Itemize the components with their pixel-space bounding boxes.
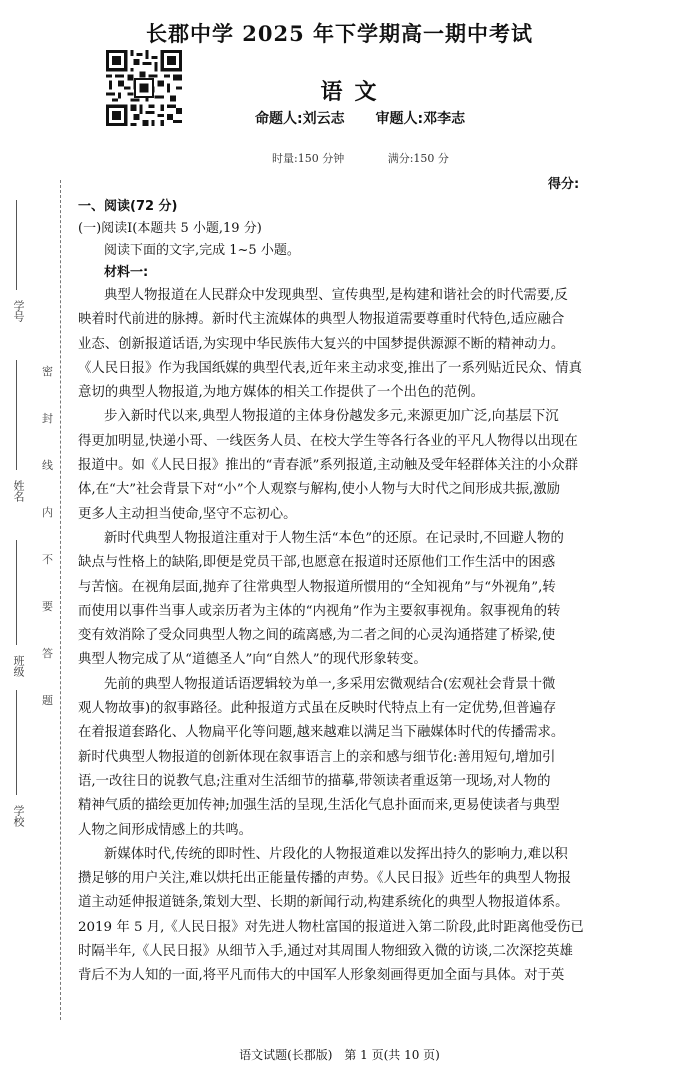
text-line: 观人物故事)的叙事路径。此种报道方式虽在反映时代特点上有一定优势,但普遍存 bbox=[78, 701, 557, 717]
text-line: 2019 年 5 月,《人民日报》对先进人物杜富国的报道进入第二阶段,此时距离他受伤已 bbox=[78, 919, 584, 935]
text-line: 先前的典型人物报道话语逻辑较为单一,多采用宏微观结合(宏观社会背景十微 bbox=[104, 676, 556, 692]
text-line: 体,在“大”社会背景下对“小”个人观察与解构,使小人物与大时代之间形成共振,激励 bbox=[78, 482, 561, 498]
text-line: 道主动延伸报道链条,策划大型、长期的新闻行动,构建系统化的典型人物报道体系。 bbox=[78, 895, 569, 911]
reviewer-label: 审题人:邓李志 bbox=[375, 111, 466, 127]
text-line: 人物之间形成情感上的共鸣。 bbox=[78, 822, 253, 838]
text-line: 背后不为人知的一面,将平凡而伟大的中国军人形象刻画得更加全面与具体。对于英 bbox=[78, 968, 565, 984]
text-line: 典型人物完成了从“道德圣人”向“自然人”的现代形象转变。 bbox=[78, 652, 427, 668]
text-line: 攒足够的用户关注,难以烘托出正能量传播的声势。《人民日报》近些年的典型人物报 bbox=[78, 871, 572, 887]
text-line: 缺点与性格上的缺陷,即便是党员干部,也愿意在报道时还原他们工作生活中的困惑 bbox=[78, 555, 556, 571]
seal-char: 密 bbox=[42, 365, 53, 378]
time-limit: 时量:150 分钟 bbox=[272, 152, 345, 165]
text-line: 意切的典型人物报道,为地方媒体的相关工作提供了一个出色的范例。 bbox=[78, 385, 484, 401]
seal-char: 不 bbox=[42, 553, 53, 566]
text-line: 业态、创新报道话语,为实现中华民族伟大复兴的中国梦提供源源不断的精神动力。 bbox=[78, 336, 565, 352]
page-footer bbox=[0, 1046, 679, 1063]
text-line: 新时代典型人物报道注重对于人物生活“本色”的还原。在记录时,不回避人物的 bbox=[104, 530, 564, 546]
name-blank[interactable] bbox=[16, 360, 17, 470]
setter-label: 命题人:刘云志 bbox=[255, 111, 345, 127]
seal-char: 线 bbox=[42, 459, 53, 472]
exam-title: 长郡中学 2025 年下学期高一期中考试 bbox=[145, 21, 534, 46]
text-line: 在着报道套路化、人物扁平化等问题,越来越难以满足当下融媒体时代的传播需求。 bbox=[78, 725, 565, 741]
school-label: 学校 bbox=[12, 805, 25, 827]
text-line: 得更加明显,快递小哥、一线医务人员、在校大学生等各行各业的平凡人物得以出现在 bbox=[78, 433, 578, 449]
text-line: 与苦恼。在视角层面,抛弃了往常典型人物报道所惯用的“全知视角”与“外视角”,转 bbox=[78, 579, 556, 595]
name-label: 姓名 bbox=[12, 480, 25, 502]
paragraph bbox=[78, 673, 668, 843]
text-line: 新时代典型人物报道的创新体现在叙事语言上的亲和感与细节化:善用短句,增加引 bbox=[78, 749, 556, 765]
paragraph bbox=[78, 405, 668, 526]
text-line: 时隔半年,《人民日报》从细节入手,通过对其周围人物细致入微的访谈,二次深挖英雄 bbox=[78, 944, 573, 960]
paragraph bbox=[78, 527, 668, 673]
full-score: 满分:150 分 bbox=[387, 152, 449, 165]
text-line: 步入新时代以来,典型人物报道的主体身份越发多元,来源更加广泛,向基层下沉 bbox=[104, 409, 559, 425]
page-number: 第 1 页(共 10 页) bbox=[344, 1048, 440, 1062]
text-line: 而使用以事件当事人或亲历者为主体的“内视角”作为主要叙事视角。叙事视角的转 bbox=[78, 603, 561, 619]
text-line: 变有效消除了受众同典型人物之间的疏离感,为二者之间的心灵沟通搭建了桥梁,使 bbox=[78, 628, 556, 644]
text-line: 报道中。如《人民日报》推出的“青春派”系列报道,主动触及受年轻群体关注的小众群 bbox=[78, 458, 579, 474]
subsection-heading: (一)阅读Ⅰ(本题共 5 小题,19 分) bbox=[78, 221, 262, 236]
footer-label: 语文试题(长郡版) bbox=[239, 1048, 333, 1062]
text-line: 《人民日报》作为我国纸媒的典型代表,近年来主动求变,推出了一系列贴近民众、情真 bbox=[78, 360, 582, 376]
seal-char: 题 bbox=[42, 694, 53, 707]
subject-title: 语文 bbox=[320, 79, 389, 105]
material-label: 材料一: bbox=[104, 265, 149, 280]
class-label: 班级 bbox=[12, 655, 25, 677]
seal-char: 内 bbox=[42, 506, 53, 519]
binding-line bbox=[60, 180, 61, 1020]
text-line: 映着时代前进的脉搏。新时代主流媒体的典型人物报道需要尊重时代特色,适应融合 bbox=[78, 312, 565, 328]
text-line: 新媒体时代,传统的即时性、片段化的人物报道难以发挥出持久的影响力,难以积 bbox=[104, 846, 568, 862]
seal-char: 答 bbox=[42, 647, 53, 660]
paragraph bbox=[78, 843, 668, 989]
exam-authors bbox=[255, 108, 491, 128]
text-line: 语,一改往日的说教气息;注重对生活细节的描摹,带领读者重返第一现场,对人物的 bbox=[78, 773, 551, 789]
school-blank[interactable] bbox=[16, 690, 17, 795]
reading-content bbox=[78, 196, 668, 989]
text-line: 更多人主动担当使命,坚守不忘初心。 bbox=[78, 506, 297, 522]
seal-char: 封 bbox=[42, 412, 53, 425]
score-label: 得分: bbox=[548, 177, 580, 192]
section-heading: 一、阅读(72 分) bbox=[78, 199, 178, 214]
class-blank[interactable] bbox=[16, 540, 17, 645]
seal-char: 要 bbox=[42, 600, 53, 613]
student-no-blank[interactable] bbox=[16, 200, 17, 290]
exam-meta bbox=[272, 150, 489, 166]
paragraph bbox=[78, 284, 668, 405]
instruction-text: 阅读下面的文字,完成 1~5 小题。 bbox=[104, 243, 300, 258]
text-line: 精神气质的描绘更加传神;加强生活的呈现,生活化气息扑面而来,更易使读者与典型 bbox=[78, 798, 560, 814]
student-no-label: 学号 bbox=[12, 300, 25, 322]
text-line: 典型人物报道在人民群众中发现典型、宣传典型,是构建和谐社会的时代需要,反 bbox=[104, 288, 568, 303]
